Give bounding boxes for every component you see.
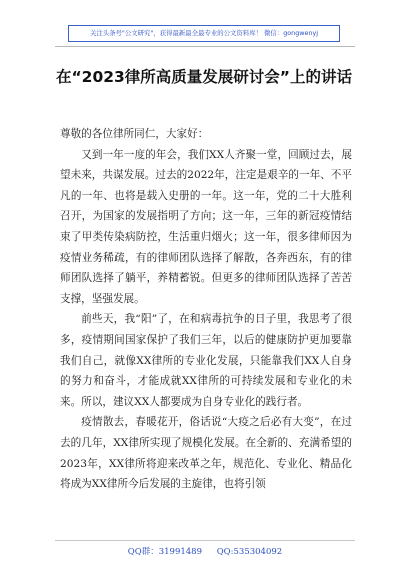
paragraph: 前些天，我“阳”了，在和病毒抗争的日子里，我思考了很多，疫情期间国家保护了我们三年，以后的健康防护更加要靠我们自己，就像XX律所的专业化发展，只能靠我们XX人自身的努力和奋斗，才能成就XX律所的可持续发展和专业化的未来。所以，建议XX人都要成为自身专业化的践行者。 (60, 313, 352, 408)
footer-contact (60, 545, 350, 557)
promo-banner: 关注头条号"公文研究"，获得最新最全最专业的公文资料库！ 微信：gongwenyj (68, 25, 340, 42)
footer-divider (55, 540, 355, 541)
document-title: 在“2023律所高质量发展研讨会”上的讲话 (55, 68, 352, 86)
paragraph: 又到一年一度的年会，我们XX人齐聚一堂，回顾过去，展望未来，共谋发展。过去的2022年，注定是艰辛的一年、不平凡的一年、也将是载入史册的一年。这一年，党的二十大胜利召开，为国家的发展指明了方向；这一年，三年的新冠疫情结束了甲类传染病防控，生活重归烟火；这一年，很多律师因为疫情业务稀疏，有的律师团队选择了解散，各奔西东，有的律师团队选择了躺平，养精蓄锐。但更多的律师团队选择了苦苦支撑，坚强发展。 (60, 148, 352, 305)
qq-group-text: QQ群：31991489 (127, 547, 202, 557)
header-divider (55, 46, 355, 47)
salutation: 尊敬的各位律所同仁，大家好： (60, 128, 209, 140)
document-body (60, 124, 352, 495)
qq-text: QQ:535304092 (216, 547, 283, 557)
paragraph: 疫情散去，春暖花开，俗话说“大疫之后必有大变”，在过去的几年，XX律所实现了规模化发展。在全新的、充满希望的2023年，XX律所将迎来改革之年，规范化、专业化、精品化将成为XX律所今后发展的主旋律，也将引领 (60, 416, 352, 491)
